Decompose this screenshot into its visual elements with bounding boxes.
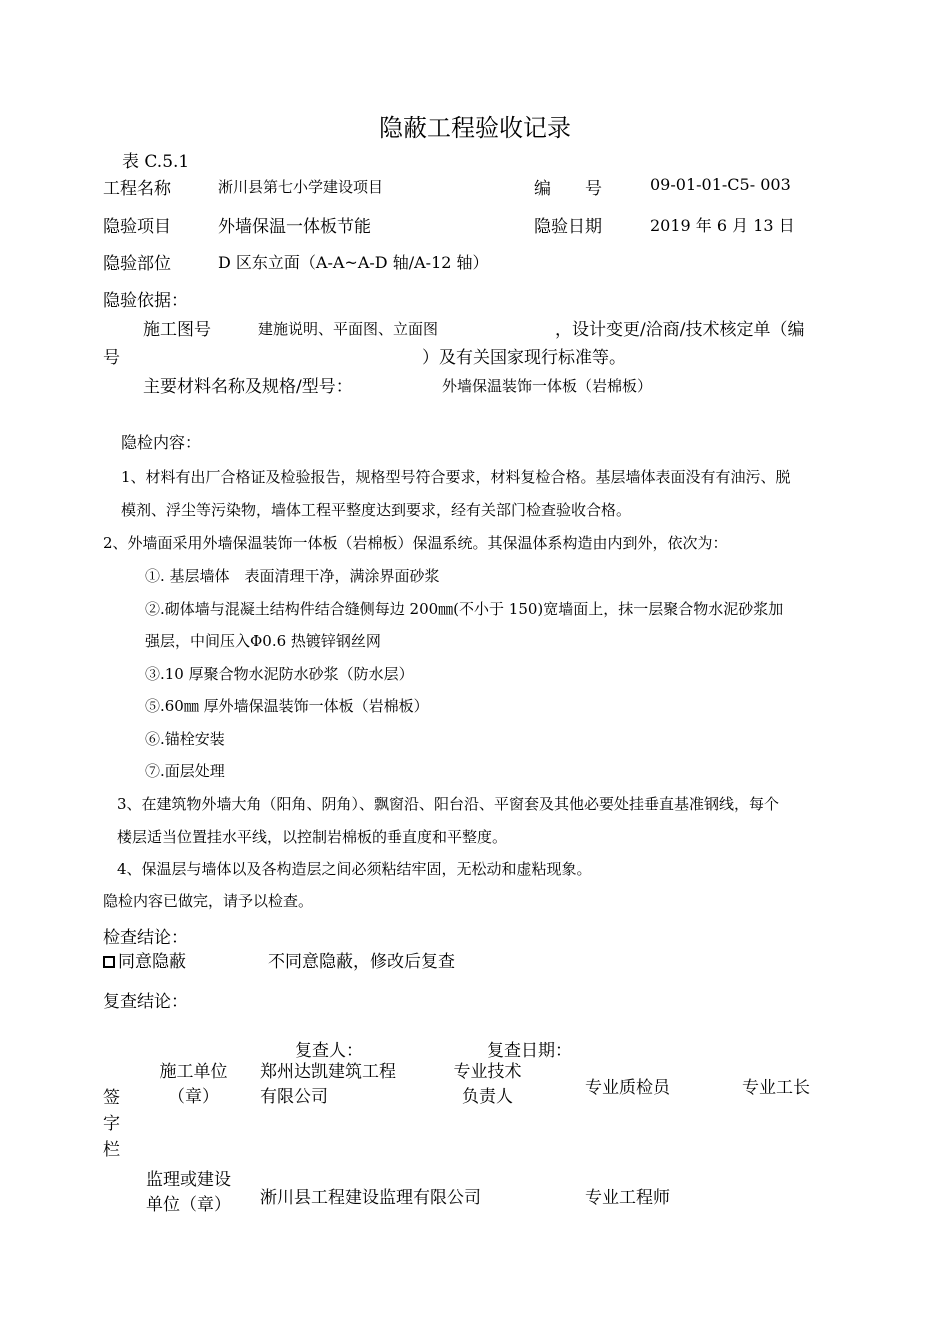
- supervision-unit-label: 监理或建设 单位（章）: [146, 1170, 231, 1215]
- date-label: 隐验日期: [534, 217, 602, 237]
- content-line: 楼层适当位置挂水平线，以控制岩棉板的垂直度和平整度。: [117, 828, 508, 846]
- content-line: 2、外墙面采用外墙保温装饰一体板（岩棉板）保温系统。其保温体系构造由内到外，依次为：: [103, 534, 728, 552]
- content-line: ⑥.锚栓安装: [145, 730, 225, 748]
- construction-company: 郑州达凯建筑工程 有限公司: [260, 1062, 396, 1107]
- content-line: 4、保温层与墙体以及各构造层之间必须粘结牢固，无松动和虚粘现象。: [117, 860, 592, 878]
- content-label: 隐检内容：: [121, 433, 202, 452]
- material-label: 主要材料名称及规格/型号：: [143, 377, 353, 397]
- agree-text: 同意隐蔽: [118, 952, 186, 972]
- disagree-option: 不同意隐蔽，修改后复查: [268, 952, 455, 972]
- drawing-value: 建施说明、平面图、立面图: [258, 320, 439, 338]
- recheck-person-label: 复查人：: [295, 1041, 363, 1061]
- content-line: 3、在建筑物外墙大角（阳角、阴角）、飘窗沿、阳台沿、平窗套及其他必要处挂垂直基准钢线，每个: [117, 795, 780, 813]
- table-number: 表 C.5.1: [122, 152, 190, 172]
- construction-unit-label: 施工单位 （章）: [159, 1062, 228, 1107]
- content-line: 隐检内容已做完，请予以检查。: [103, 892, 314, 910]
- project-name-label: 工程名称: [103, 179, 171, 199]
- recheck-label: 复查结论：: [103, 992, 188, 1012]
- content-line: 模剂、浮尘等污染物，墙体工程平整度达到要求，经有关部门检查验收合格。: [121, 501, 632, 519]
- conclusion-label: 检查结论：: [103, 928, 188, 948]
- content-line: ⑤.60㎜ 厚外墙保温装饰一体板（岩棉板）: [145, 697, 429, 715]
- content-line: 强层，中间压入Φ0.6 热镀锌钢丝网: [145, 632, 381, 650]
- design-change-text: ，设计变更/洽商/技术核定单（编: [555, 320, 805, 340]
- recheck-date-label: 复查日期：: [487, 1041, 572, 1061]
- drawing-label: 施工图号: [143, 320, 211, 340]
- date-value: 2019 年 6 月 13 日: [650, 216, 795, 235]
- foreman-label: 专业工长: [742, 1078, 810, 1098]
- content-line: ③.10 厚聚合物水泥防水砂浆（防水层）: [145, 665, 414, 683]
- item-value: 外墙保温一体板节能: [218, 217, 371, 237]
- document-title: 隐蔽工程验收记录: [379, 114, 571, 142]
- content-line: 1、材料有出厂合格证及检验报告，规格型号符合要求，材料复检合格。基层墙体表面没有有油污、脱: [121, 468, 791, 486]
- supervision-company: 淅川县工程建设监理有限公司: [260, 1188, 481, 1208]
- engineer-label: 专业工程师: [585, 1188, 670, 1208]
- content-line: ①. 基层墙体 表面清理干净，满涂界面砂浆: [145, 567, 440, 585]
- serial-value: 09-01-01-C5- 003: [650, 175, 791, 194]
- basis-label: 隐验依据：: [103, 291, 188, 311]
- basis-line2-start: 号: [103, 348, 120, 368]
- location-label: 隐验部位: [103, 254, 171, 274]
- content-line: ②.砌体墙与混凝土结构件结合缝侧每边 200㎜(不小于 150)宽墙面上，抹一层聚合物水泥砂浆加: [145, 600, 784, 618]
- material-value: 外墙保温装饰一体板（岩棉板）: [442, 377, 653, 395]
- agree-checkbox[interactable]: [103, 956, 115, 968]
- quality-inspector-label: 专业质检员: [585, 1078, 670, 1098]
- project-name-value: 淅川县第七小学建设项目: [218, 178, 384, 196]
- location-value: D 区东立面（A-A~A-D 轴/A-12 轴）: [218, 253, 489, 272]
- tech-lead-label: 专业技术 负责人: [453, 1062, 522, 1107]
- content-line: ⑦.面层处理: [145, 762, 225, 780]
- serial-label: 编 号: [534, 179, 602, 199]
- item-label: 隐验项目: [103, 217, 171, 237]
- agree-option[interactable]: [103, 947, 186, 972]
- basis-line2-end: ）及有关国家现行标准等。: [422, 348, 626, 368]
- signature-column-label: 签 字 栏: [103, 1088, 120, 1160]
